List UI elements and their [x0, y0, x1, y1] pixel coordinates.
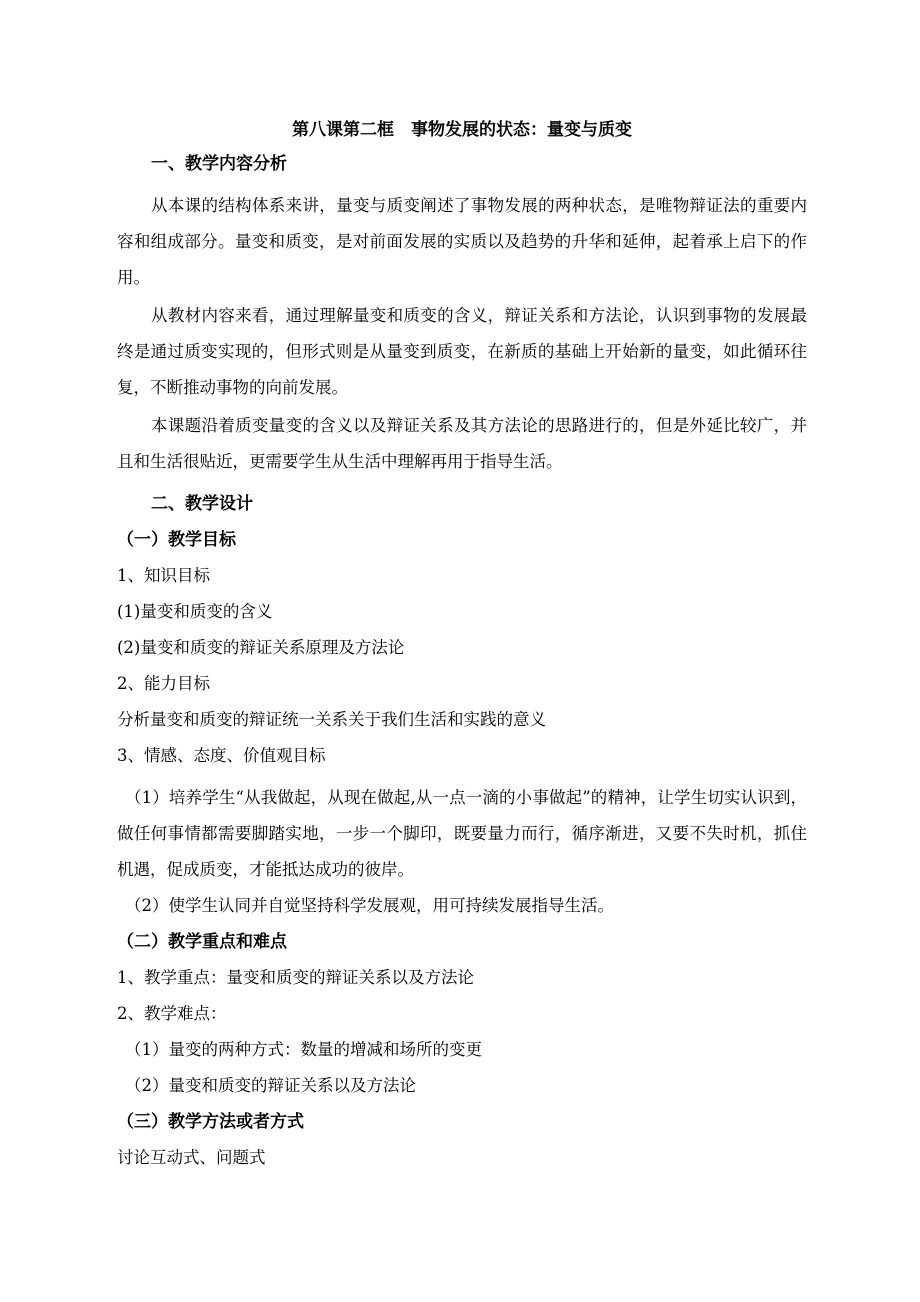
methods-text: 讨论互动式、问题式	[117, 1148, 266, 1167]
section-heading-content-analysis: 一、教学内容分析	[151, 154, 287, 174]
paragraph: 本课题沿着质变量变的含义以及辩证关系及其方法论的思路进行的，但是外延比较广，并且和生活很贴近，更需要学生从生活中理解再用于指导生活。	[117, 416, 807, 471]
subsection-heading-objectives: （一）教学目标	[117, 530, 236, 550]
key-point: 1、教学重点：量变和质变的辩证关系以及方法论	[117, 968, 474, 987]
emotion-item: （1）培养学生“从我做起，从现在做起,从一点一滴的小事做起”的精神，让学生切实认识到，做任何事情都需要脚踏实地，一步一个脚印，既要量力而行，循序渐进，又要不失时机，抓住机遇，促成质变，才能抵达成功的彼岸。	[117, 788, 807, 879]
ability-objective-title: 2、能力目标	[117, 674, 210, 693]
difficult-point-title: 2、教学难点：	[117, 1004, 227, 1023]
document-body	[117, 118, 807, 1182]
difficult-item: （2）量变和质变的辩证关系以及方法论	[125, 1076, 416, 1095]
knowledge-objective-title: 1、知识目标	[117, 566, 210, 585]
difficult-item: （1）量变的两种方式：数量的增减和场所的变更	[125, 1040, 482, 1059]
knowledge-item: (1)量变和质变的含义	[117, 602, 273, 621]
section-heading-teaching-design: 二、教学设计	[151, 494, 253, 514]
subsection-heading-key-points: （二）教学重点和难点	[117, 932, 287, 952]
subsection-heading-methods: （三）教学方法或者方式	[117, 1112, 304, 1132]
knowledge-item: (2)量变和质变的辩证关系原理及方法论	[117, 638, 405, 657]
emotion-objective-title: 3、情感、态度、价值观目标	[117, 746, 326, 765]
emotion-item: （2）使学生认同并自觉坚持科学发展观，用可持续发展指导生活。	[125, 896, 614, 915]
document-title: 第八课第二框 事物发展的状态：量变与质变	[292, 120, 632, 140]
paragraph: 从本课的结构体系来讲，量变与质变阐述了事物发展的两种状态，是唯物辩证法的重要内容和组成部分。量变和质变，是对前面发展的实质以及趋势的升华和延伸，起着承上启下的作用。	[117, 196, 807, 287]
ability-objective-text: 分析量变和质变的辩证统一关系关于我们生活和实践的意义	[117, 710, 546, 729]
paragraph: 从教材内容来看，通过理解量变和质变的含义，辩证关系和方法论，认识到事物的发展最终是通过质变实现的，但形式则是从量变到质变，在新质的基础上开始新的量变，如此循环往复，不断推动事物的向前发展。	[117, 306, 807, 397]
